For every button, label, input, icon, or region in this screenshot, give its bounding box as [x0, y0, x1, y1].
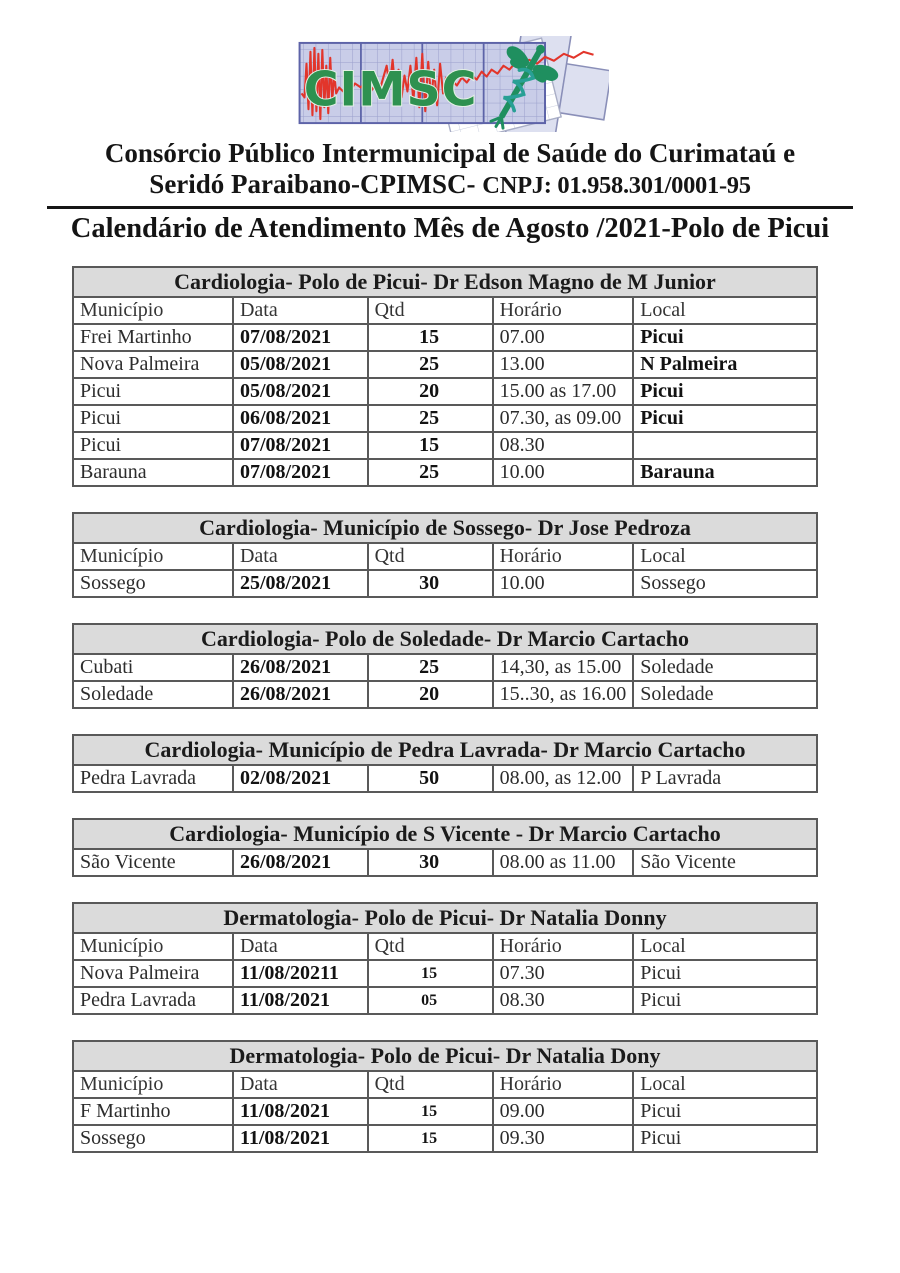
cell-qtd: 15 [368, 324, 493, 351]
cell-qtd: 15 [368, 432, 493, 459]
cell-local: Barauna [633, 459, 817, 486]
cell-local: Picui [633, 1098, 817, 1125]
column-header-data: Data [233, 297, 368, 324]
column-header-local: Local [633, 933, 817, 960]
cell-data: 11/08/2021 [233, 987, 368, 1014]
cell-data: 11/08/2021 [233, 1098, 368, 1125]
cell-horario: 10.00 [493, 459, 634, 486]
cell-municipio: Sossego [73, 1125, 233, 1152]
cell-qtd: 15 [368, 960, 493, 987]
cell-horario: 07.30, as 09.00 [493, 405, 634, 432]
table-row [73, 570, 817, 597]
cell-municipio: Pedra Lavrada [73, 765, 233, 792]
cell-horario: 15.00 as 17.00 [493, 378, 634, 405]
table-title-row [73, 624, 817, 654]
cell-horario: 10.00 [493, 570, 634, 597]
cell-local: Picui [633, 1125, 817, 1152]
cell-horario: 15..30, as 16.00 [493, 681, 634, 708]
column-header-horario: Horário [493, 933, 634, 960]
cell-municipio: São Vicente [73, 849, 233, 876]
cell-local: Sossego [633, 570, 817, 597]
cell-municipio: Soledade [73, 681, 233, 708]
table-title-row [73, 267, 817, 297]
table-row [73, 987, 817, 1014]
cimsc-logo [0, 0, 900, 132]
org-title-line2 [0, 169, 900, 201]
cell-municipio: Pedra Lavrada [73, 987, 233, 1014]
org-name: Seridó Paraibano-CPIMSC- [149, 169, 483, 199]
org-title-line1: Consórcio Público Intermunicipal de Saúde do Curimataú e [104, 138, 796, 168]
cell-local: Picui [633, 987, 817, 1014]
cell-data: 05/08/2021 [233, 351, 368, 378]
table-row [73, 1125, 817, 1152]
cell-local: Picui [633, 324, 817, 351]
page-title: Calendário de Atendimento Mês de Agosto /2021-Polo de Picui [70, 213, 830, 244]
cell-data: 26/08/2021 [233, 654, 368, 681]
cell-data: 06/08/2021 [233, 405, 368, 432]
column-header-row [73, 933, 817, 960]
schedule-table [72, 266, 818, 487]
cell-qtd: 15 [368, 1125, 493, 1152]
column-header-horario: Horário [493, 297, 634, 324]
cell-data: 07/08/2021 [233, 432, 368, 459]
cell-data: 02/08/2021 [233, 765, 368, 792]
column-header-local: Local [633, 297, 817, 324]
column-header-row [73, 1071, 817, 1098]
column-header-data: Data [233, 543, 368, 570]
cell-qtd: 30 [368, 570, 493, 597]
cell-qtd: 20 [368, 378, 493, 405]
column-header-local: Local [633, 543, 817, 570]
table-title: Cardiologia- Município de S Vicente - Dr Marcio Cartacho [73, 819, 817, 849]
logo-text: CIMSC [303, 62, 478, 118]
cell-horario: 08.30 [493, 987, 634, 1014]
cell-horario: 07.30 [493, 960, 634, 987]
schedule-table [72, 902, 818, 1015]
table-row [73, 405, 817, 432]
cell-municipio: F Martinho [73, 1098, 233, 1125]
table-title-row [73, 819, 817, 849]
cell-local: Picui [633, 378, 817, 405]
cell-horario: 08.00 as 11.00 [493, 849, 634, 876]
table-row [73, 654, 817, 681]
cell-horario: 14,30, as 15.00 [493, 654, 634, 681]
cell-local: Soledade [633, 681, 817, 708]
cell-data: 26/08/2021 [233, 849, 368, 876]
cell-municipio: Barauna [73, 459, 233, 486]
table-title-row [73, 1041, 817, 1071]
cell-qtd: 25 [368, 351, 493, 378]
column-header-local: Local [633, 1071, 817, 1098]
column-header-municipio: Município [73, 543, 233, 570]
cell-qtd: 20 [368, 681, 493, 708]
cell-municipio: Picui [73, 405, 233, 432]
table-row [73, 681, 817, 708]
table-title-row [73, 735, 817, 765]
column-header-horario: Horário [493, 543, 634, 570]
cell-qtd: 25 [368, 405, 493, 432]
table-title: Cardiologia- Município de Sossego- Dr Jose Pedroza [73, 513, 817, 543]
column-header-row [73, 297, 817, 324]
cell-local: São Vicente [633, 849, 817, 876]
column-header-municipio: Município [73, 933, 233, 960]
tables-container [72, 266, 818, 1178]
cell-municipio: Nova Palmeira [73, 960, 233, 987]
table-title: Cardiologia- Município de Pedra Lavrada- Dr Marcio Cartacho [73, 735, 817, 765]
cell-data: 26/08/2021 [233, 681, 368, 708]
header-divider [47, 206, 853, 209]
table-row [73, 324, 817, 351]
table-row [73, 378, 817, 405]
cell-horario: 08.00, as 12.00 [493, 765, 634, 792]
cell-local: Picui [633, 960, 817, 987]
table-row [73, 432, 817, 459]
table-title-row [73, 513, 817, 543]
table-title: Dermatologia- Polo de Picui- Dr Natalia Dony [73, 1041, 817, 1071]
table-title: Cardiologia- Polo de Soledade- Dr Marcio Cartacho [73, 624, 817, 654]
cell-data: 07/08/2021 [233, 324, 368, 351]
column-header-data: Data [233, 1071, 368, 1098]
column-header-horario: Horário [493, 1071, 634, 1098]
schedule-table [72, 818, 818, 877]
cell-qtd: 05 [368, 987, 493, 1014]
cell-horario: 08.30 [493, 432, 634, 459]
cell-qtd: 25 [368, 654, 493, 681]
schedule-table [72, 623, 818, 709]
column-header-qtd: Qtd [368, 543, 493, 570]
cell-horario: 07.00 [493, 324, 634, 351]
cell-horario: 09.30 [493, 1125, 634, 1152]
schedule-table [72, 1040, 818, 1153]
org-cnpj: CNPJ: 01.958.301/0001-95 [482, 172, 751, 199]
cell-data: 07/08/2021 [233, 459, 368, 486]
cell-municipio: Frei Martinho [73, 324, 233, 351]
table-row [73, 849, 817, 876]
column-header-qtd: Qtd [368, 297, 493, 324]
cell-data: 11/08/2021 [233, 1125, 368, 1152]
cell-local: N Palmeira [633, 351, 817, 378]
cell-qtd: 25 [368, 459, 493, 486]
org-title [0, 138, 900, 201]
cell-local [633, 432, 817, 459]
cell-horario: 13.00 [493, 351, 634, 378]
cell-qtd: 15 [368, 1098, 493, 1125]
cell-local: Picui [633, 405, 817, 432]
column-header-municipio: Município [73, 297, 233, 324]
cell-qtd: 50 [368, 765, 493, 792]
cell-local: P Lavrada [633, 765, 817, 792]
cell-data: 25/08/2021 [233, 570, 368, 597]
cell-horario: 09.00 [493, 1098, 634, 1125]
cell-qtd: 30 [368, 849, 493, 876]
cell-municipio: Cubati [73, 654, 233, 681]
table-row [73, 765, 817, 792]
column-header-qtd: Qtd [368, 1071, 493, 1098]
table-row [73, 960, 817, 987]
schedule-table [72, 512, 818, 598]
cell-data: 11/08/20211 [233, 960, 368, 987]
table-row [73, 459, 817, 486]
table-row [73, 351, 817, 378]
cell-municipio: Nova Palmeira [73, 351, 233, 378]
table-title: Cardiologia- Polo de Picui- Dr Edson Magno de M Junior [73, 267, 817, 297]
cell-municipio: Sossego [73, 570, 233, 597]
cell-municipio: Picui [73, 378, 233, 405]
column-header-qtd: Qtd [368, 933, 493, 960]
cell-local: Soledade [633, 654, 817, 681]
cell-municipio: Picui [73, 432, 233, 459]
table-title: Dermatologia- Polo de Picui- Dr Natalia Donny [73, 903, 817, 933]
column-header-data: Data [233, 933, 368, 960]
cimsc-logo-graphic [291, 36, 609, 132]
table-row [73, 1098, 817, 1125]
table-title-row [73, 903, 817, 933]
cell-data: 05/08/2021 [233, 378, 368, 405]
column-header-municipio: Município [73, 1071, 233, 1098]
schedule-table [72, 734, 818, 793]
column-header-row [73, 543, 817, 570]
